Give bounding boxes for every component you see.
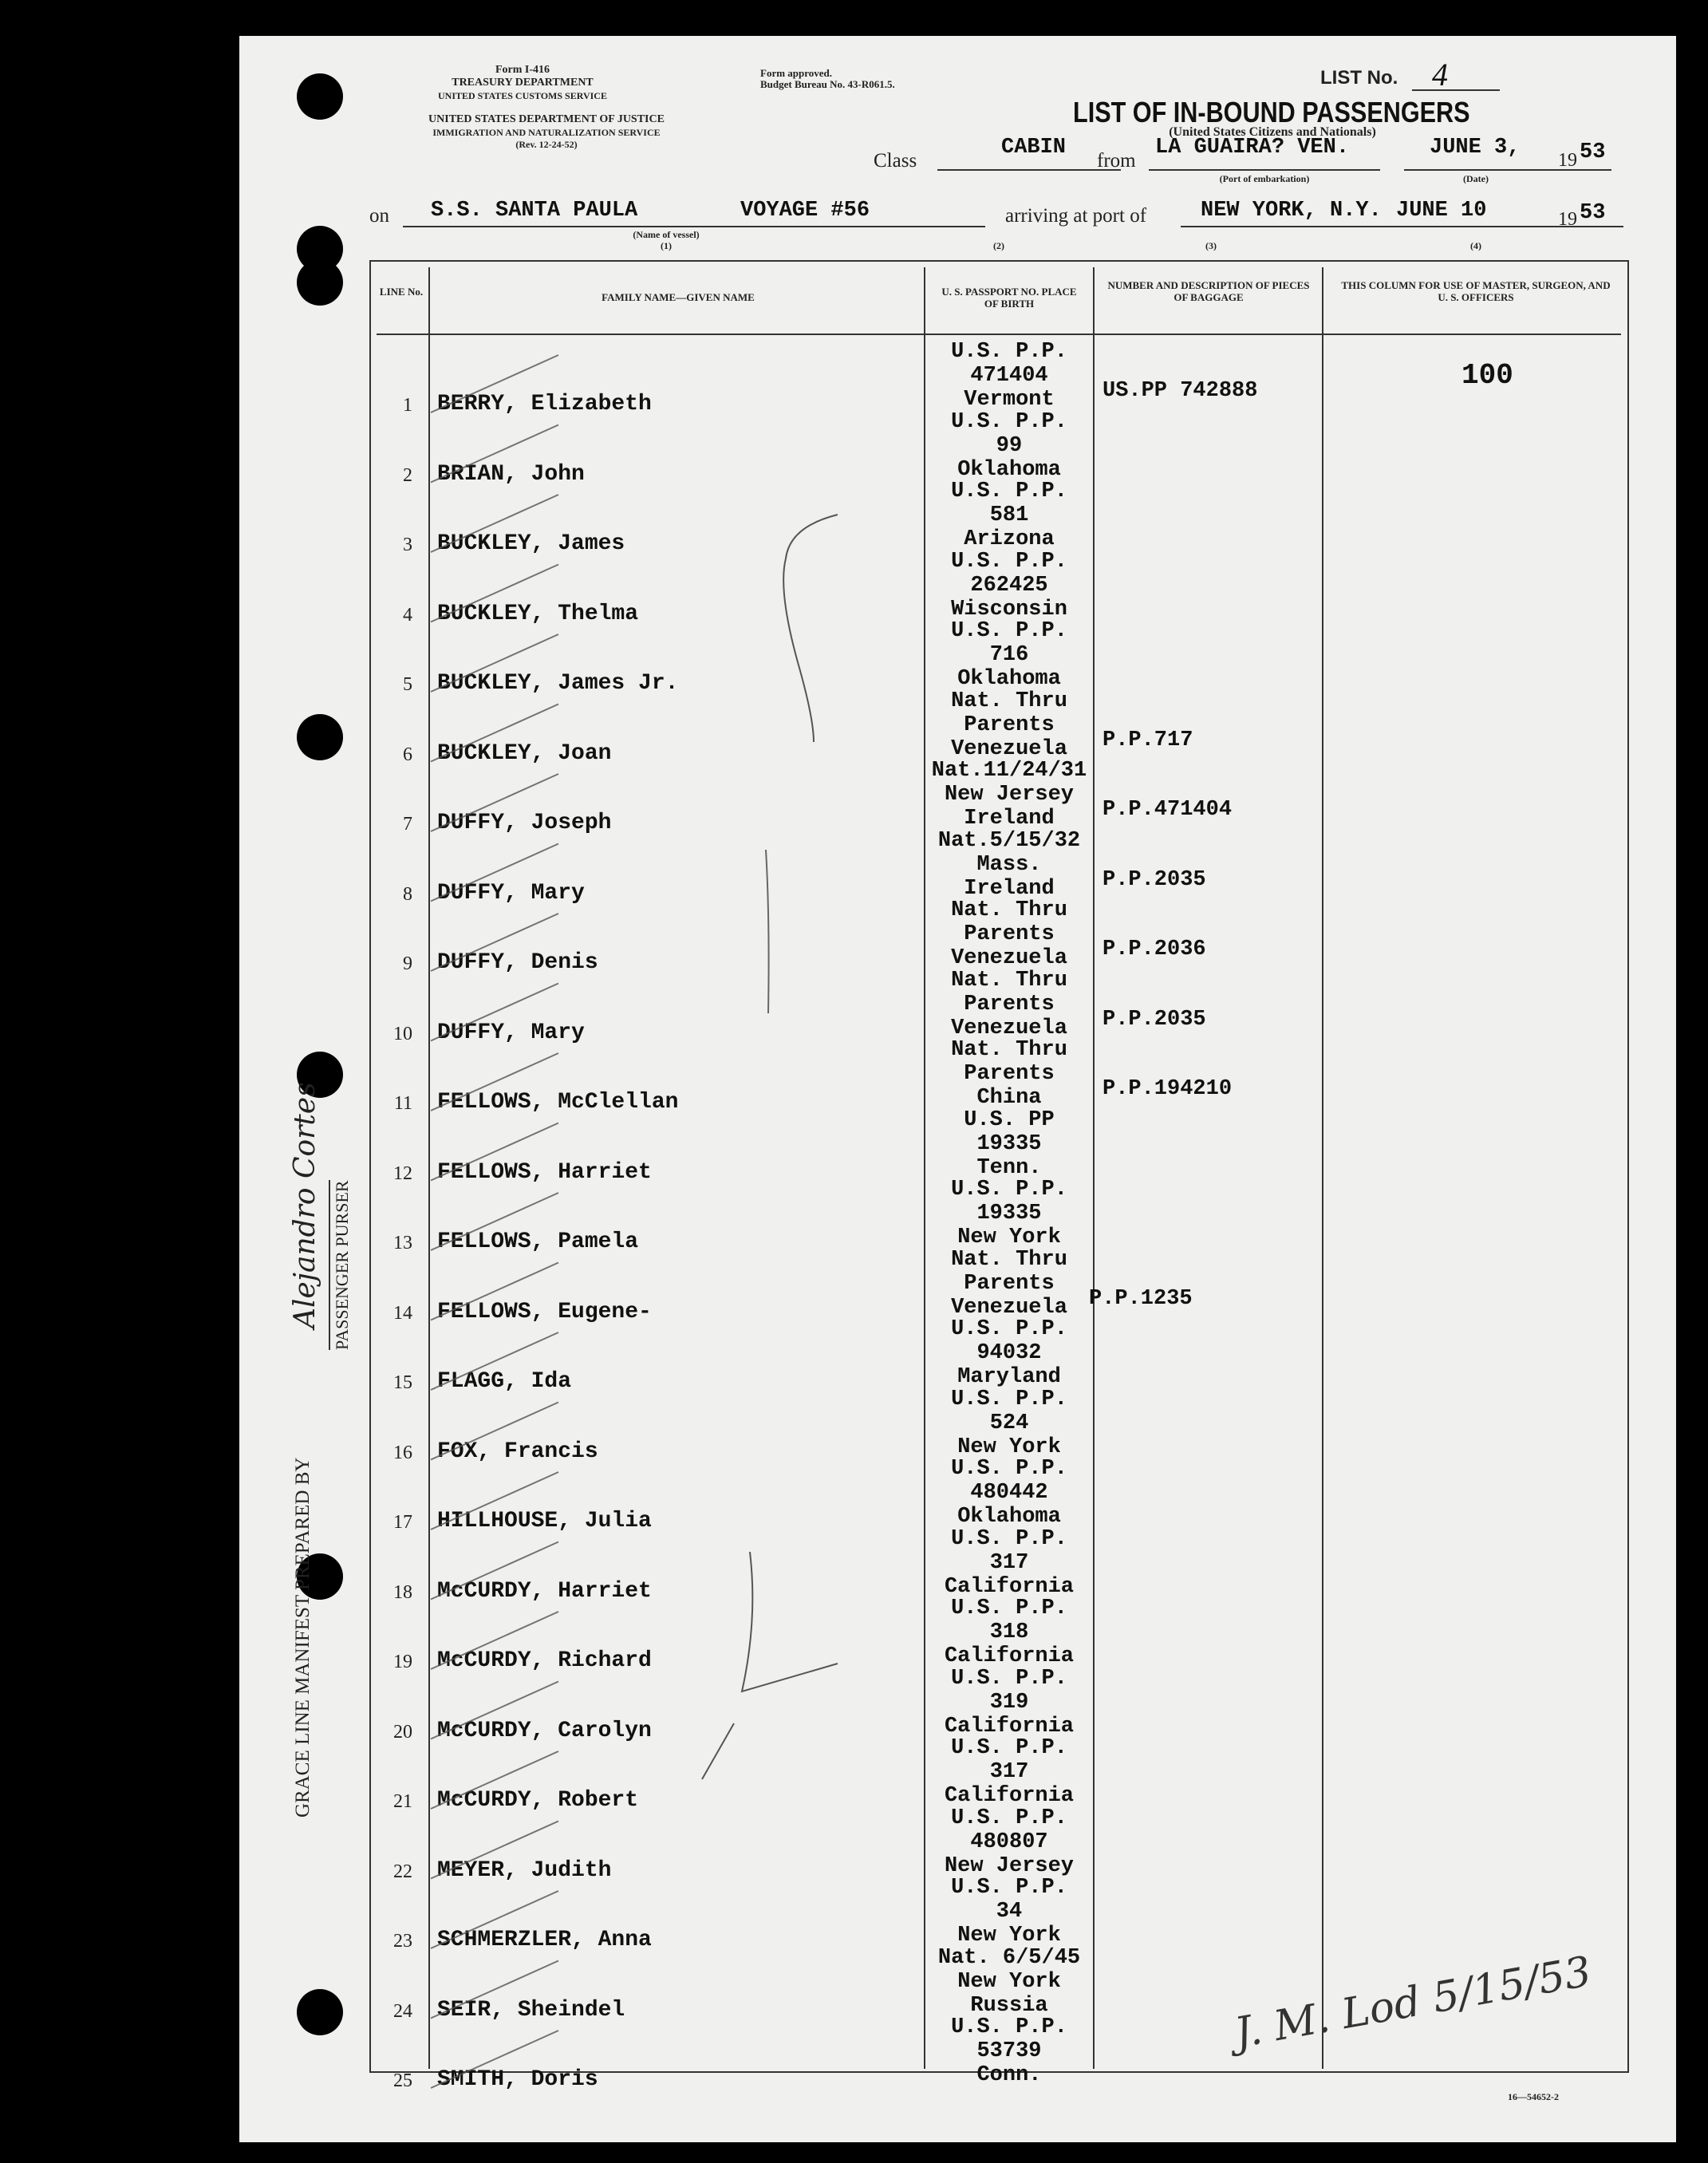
passenger-name: BUCKLEY, James Jr. [437, 671, 679, 696]
from-label: from [1097, 150, 1136, 172]
check-mark [431, 1332, 558, 1390]
passenger-name: DUFFY, Joseph [437, 811, 612, 835]
passport-birthplace: 53739 [976, 2039, 1042, 2063]
passport-birthplace: U.S. P.P. [951, 619, 1067, 643]
footer-code: 16—54652-2 [1508, 2091, 1559, 2102]
passport-birthplace: 318 [989, 1620, 1029, 1644]
bracket-mark [702, 1552, 838, 1779]
baggage-description: P.P.1235 [1089, 1286, 1193, 1311]
check-mark [431, 1891, 558, 1948]
bracket-mark [783, 515, 838, 742]
port-caption: (Port of embarkation) [1219, 173, 1310, 184]
passport-birthplace: New York [957, 1226, 1061, 1249]
passenger-name: FELLOWS, Pamela [437, 1230, 639, 1254]
passport-birthplace: U.S. P.P. [951, 2015, 1067, 2039]
passenger-name: HILLHOUSE, Julia [437, 1509, 652, 1533]
arrival-port: NEW YORK, N.Y. [1201, 199, 1382, 223]
passport-birthplace: Wisconsin [951, 597, 1067, 622]
passenger-name: BERRY, Elizabeth [437, 392, 652, 416]
list-number: 4 [1432, 57, 1448, 93]
passenger-name: FOX, Francis [437, 1439, 598, 1464]
passport-birthplace: Venezuela [951, 1295, 1067, 1320]
passenger-name: BUCKLEY, James [437, 531, 625, 556]
caption-4: (4) [1470, 240, 1481, 251]
passport-birthplace: Tenn. [976, 1155, 1042, 1180]
passport-birthplace: China [976, 1086, 1042, 1110]
passport-birthplace: New York [957, 1924, 1061, 1948]
check-mark [431, 2031, 558, 2088]
passport-birthplace: 581 [989, 503, 1029, 527]
passport-birthplace: 319 [989, 1690, 1029, 1715]
passport-birthplace: California [944, 1574, 1075, 1599]
ins: IMMIGRATION AND NATURALIZATION SERVICE [432, 127, 661, 138]
passport-birthplace: New York [957, 1435, 1061, 1459]
budget-bureau: Budget Bureau No. 43-R061.5. [760, 78, 895, 90]
inspector-signature: J. M. Lod 5/15/53 [1231, 1948, 1596, 2058]
line-number: 20 [393, 1721, 412, 1743]
line-number: 3 [403, 535, 412, 555]
passenger-name: FELLOWS, Eugene- [437, 1299, 652, 1324]
bracket-mark [766, 850, 769, 1013]
caption-2: (2) [993, 240, 1004, 251]
passport-birthplace: U.S. P.P. [951, 1317, 1067, 1341]
passport-birthplace: 480807 [970, 1829, 1048, 1854]
baggage-description: P.P.2036 [1103, 937, 1206, 961]
class-label: Class [874, 150, 917, 172]
line-number: 24 [393, 2000, 412, 2022]
passport-birthplace: Ireland [964, 876, 1055, 901]
passenger-name: McCURDY, Robert [437, 1788, 639, 1813]
passport-birthplace: Conn. [976, 2063, 1042, 2087]
passport-birthplace: 34 [996, 1900, 1023, 1924]
vessel-caption: (Name of vessel) [633, 229, 700, 240]
line-number: 16 [393, 1442, 412, 1463]
passport-birthplace: California [944, 1714, 1075, 1739]
arrival-year: 53 [1580, 201, 1606, 225]
passport-birthplace: 94032 [976, 1341, 1042, 1365]
line-number: 6 [403, 744, 412, 765]
form-subtitle: (United States Citizens and Nationals) [1169, 125, 1376, 139]
passport-birthplace: U.S. P.P. [951, 1666, 1067, 1691]
passport-birthplace: Venezuela [951, 946, 1067, 970]
passenger-name: DUFFY, Mary [437, 1020, 585, 1045]
baggage-description: P.P.2035 [1103, 867, 1206, 892]
line-number: 9 [403, 953, 412, 974]
passport-birthplace: U.S. P.P. [951, 549, 1067, 574]
check-mark [431, 1193, 558, 1250]
passport-birthplace: Parents [964, 1062, 1055, 1086]
check-mark [431, 355, 558, 412]
line-number: 14 [393, 1302, 412, 1324]
line-number: 2 [403, 464, 412, 486]
check-mark [431, 984, 558, 1041]
class-value: CABIN [1001, 136, 1067, 160]
baggage-description: P.P.2035 [1103, 1007, 1206, 1032]
from-value: LA GUAIRA? VEN. [1155, 136, 1350, 160]
treasury-dept: TREASURY DEPARTMENT [452, 77, 594, 89]
check-mark [431, 425, 558, 483]
check-mark [431, 1472, 558, 1529]
officer-count: 100 [1461, 359, 1513, 392]
baggage-description: P.P.471404 [1103, 798, 1233, 822]
form-title: LIST OF IN-BOUND PASSENGERS [1073, 96, 1470, 128]
caption-1: (1) [661, 240, 672, 251]
passport-birthplace: 19335 [976, 1202, 1042, 1226]
form-number: Form I-416 [495, 64, 550, 76]
passenger-name: FLAGG, Ida [437, 1369, 572, 1394]
col-name: FAMILY NAME—GIVEN NAME [602, 291, 755, 303]
purser-signature: Alejandro Cortes [289, 1082, 321, 1328]
arrival-year-prefix: 19 [1558, 209, 1577, 230]
arrival-date: JUNE 10 [1396, 199, 1487, 223]
check-mark [431, 1403, 558, 1460]
passport-birthplace: Mass. [976, 852, 1042, 877]
line-number: 10 [393, 1023, 412, 1044]
passport-birthplace: California [944, 1784, 1075, 1808]
line-number: 23 [393, 1931, 412, 1952]
passport-birthplace: U.S. PP [964, 1107, 1055, 1132]
col-passport: U. S. PASSPORT NO. PLACE OF BIRTH [941, 286, 1077, 310]
date-caption: (Date) [1463, 173, 1489, 184]
passport-birthplace: Russia [970, 1993, 1048, 2018]
check-mark [431, 1263, 558, 1320]
check-mark [431, 495, 558, 552]
passenger-name: FELLOWS, Harriet [437, 1159, 652, 1185]
passport-birthplace: 716 [989, 643, 1029, 667]
line-number: 17 [393, 1512, 412, 1533]
line-number: 8 [403, 883, 412, 905]
passenger-name: BRIAN, John [437, 461, 585, 487]
departure-date: JUNE 3, [1430, 136, 1521, 160]
line-number: 7 [403, 814, 412, 835]
passport-birthplace: 19335 [976, 1131, 1042, 1156]
passport-birthplace: Oklahoma [957, 457, 1061, 482]
baggage-description: P.P.194210 [1103, 1077, 1233, 1101]
line-number: 15 [393, 1372, 412, 1393]
passport-birthplace: Vermont [964, 388, 1055, 412]
check-mark [431, 844, 558, 902]
passenger-name: FELLOWS, McClellan [437, 1090, 679, 1115]
justice-dept: UNITED STATES DEPARTMENT OF JUSTICE [428, 113, 665, 125]
form-approved: Form approved. [760, 67, 833, 79]
passport-birthplace: U.S. P.P. [951, 1876, 1067, 1900]
passport-birthplace: 99 [996, 433, 1023, 458]
line-number: 18 [393, 1581, 412, 1603]
passenger-name: SEIR, Sheindel [437, 1997, 625, 2023]
revision: (Rev. 12-24-52) [515, 139, 578, 150]
check-mark [431, 1123, 558, 1181]
passport-birthplace: U.S. P.P. [951, 340, 1067, 364]
check-mark [431, 1961, 558, 2019]
passport-birthplace: Nat.11/24/31 [931, 759, 1087, 783]
passenger-name: BUCKLEY, Joan [437, 740, 612, 766]
passport-birthplace: New York [957, 1969, 1061, 1994]
check-mark [431, 634, 558, 692]
passenger-name: DUFFY, Denis [437, 950, 598, 975]
passport-birthplace: Venezuela [951, 1016, 1067, 1040]
check-mark [431, 914, 558, 971]
passport-birthplace: Oklahoma [957, 667, 1061, 691]
passenger-name: McCURDY, Richard [437, 1648, 652, 1673]
passenger-name: McCURDY, Carolyn [437, 1718, 652, 1743]
departure-year: 53 [1580, 140, 1606, 164]
passport-birthplace: U.S. P.P. [951, 1736, 1067, 1760]
line-number: 22 [393, 1861, 412, 1882]
passport-birthplace: Maryland [957, 1365, 1061, 1389]
passport-birthplace: U.S. P.P. [951, 1526, 1067, 1551]
line-number: 12 [393, 1162, 412, 1184]
passport-birthplace: New Jersey [944, 1853, 1075, 1878]
passport-birthplace: Nat. Thru [951, 1247, 1067, 1272]
check-mark [431, 774, 558, 831]
baggage-description: US.PP 742888 [1103, 379, 1258, 403]
passport-birthplace: 317 [989, 1550, 1029, 1575]
passport-birthplace: Arizona [964, 527, 1055, 551]
col-baggage: NUMBER AND DESCRIPTION OF PIECES OF BAGGAGE [1107, 279, 1310, 303]
passport-birthplace: Ireland [964, 807, 1055, 831]
passenger-name: DUFFY, Mary [437, 880, 585, 906]
passport-birthplace: Venezuela [951, 736, 1067, 761]
check-mark [431, 1542, 558, 1600]
passport-birthplace: Nat.5/15/32 [937, 828, 1081, 853]
vessel-name: S.S. SANTA PAULA [431, 199, 638, 223]
customs-service: UNITED STATES CUSTOMS SERVICE [438, 90, 607, 101]
col-officers: THIS COLUMN FOR USE OF MASTER, SURGEON, AND U. S. OFFICERS [1341, 279, 1611, 303]
passenger-name: McCURDY, Harriet [437, 1578, 652, 1604]
passport-birthplace: U.S. P.P. [951, 480, 1067, 503]
passenger-purser: PASSENGER PURSER [329, 1180, 353, 1350]
check-mark [431, 565, 558, 622]
line-number: 25 [393, 2070, 412, 2091]
check-mark [431, 1612, 558, 1669]
passport-birthplace: Parents [964, 922, 1055, 946]
passport-birthplace: U.S. P.P. [951, 1806, 1067, 1830]
check-mark [431, 705, 558, 762]
passport-birthplace: Parents [964, 1271, 1055, 1296]
passport-birthplace: U.S. P.P. [951, 1597, 1067, 1620]
passport-birthplace: 262425 [970, 573, 1048, 598]
line-number: 11 [393, 1093, 412, 1114]
passenger-name: SMITH, Doris [437, 2067, 598, 2092]
manifest-prepared-by: GRACE LINE MANIFEST PREPARED BY [292, 1457, 314, 1818]
passport-birthplace: Nat. Thru [951, 689, 1067, 713]
line-number: 4 [403, 604, 412, 626]
caption-3: (3) [1205, 240, 1217, 251]
passport-birthplace: U.S. P.P. [951, 1178, 1067, 1202]
passport-birthplace: Nat. Thru [951, 1038, 1067, 1062]
check-mark [431, 1682, 558, 1739]
check-mark [431, 1053, 558, 1111]
passport-birthplace: California [944, 1644, 1075, 1668]
arriving-label: arriving at port of [1005, 205, 1147, 227]
on-label: on [369, 205, 389, 227]
line-number: 1 [403, 395, 412, 416]
line-number: 13 [393, 1233, 412, 1253]
passport-birthplace: 524 [989, 1411, 1029, 1435]
baggage-description: P.P.717 [1103, 728, 1193, 752]
passport-birthplace: New Jersey [944, 783, 1075, 807]
passenger-name: MEYER, Judith [437, 1857, 612, 1883]
year-prefix: 19 [1558, 150, 1577, 171]
passport-birthplace: Oklahoma [957, 1505, 1061, 1529]
line-number: 21 [393, 1791, 412, 1812]
col-line-no: LINE No. [379, 286, 424, 298]
passport-birthplace: U.S. P.P. [951, 1387, 1067, 1411]
passport-birthplace: Parents [964, 712, 1055, 737]
voyage-number: VOYAGE #56 [740, 199, 870, 223]
passport-birthplace: U.S. P.P. [951, 1457, 1067, 1481]
passport-birthplace: Parents [964, 992, 1055, 1016]
list-label: LIST No. [1320, 67, 1398, 89]
check-mark [431, 1751, 558, 1809]
line-number: 5 [403, 674, 412, 695]
passport-birthplace: Nat. Thru [951, 898, 1067, 922]
passport-birthplace: Nat. Thru [951, 968, 1067, 993]
passport-birthplace: U.S. P.P. [951, 409, 1067, 434]
passport-birthplace: 480442 [970, 1481, 1048, 1505]
passport-birthplace: Nat. 6/5/45 [937, 1945, 1081, 1970]
passport-birthplace: 317 [989, 1760, 1029, 1784]
passenger-name: SCHMERZLER, Anna [437, 1928, 652, 1952]
line-number: 19 [393, 1652, 412, 1672]
passport-birthplace: 471404 [970, 364, 1048, 388]
check-mark [431, 1822, 558, 1879]
passenger-name: BUCKLEY, Thelma [437, 601, 639, 626]
